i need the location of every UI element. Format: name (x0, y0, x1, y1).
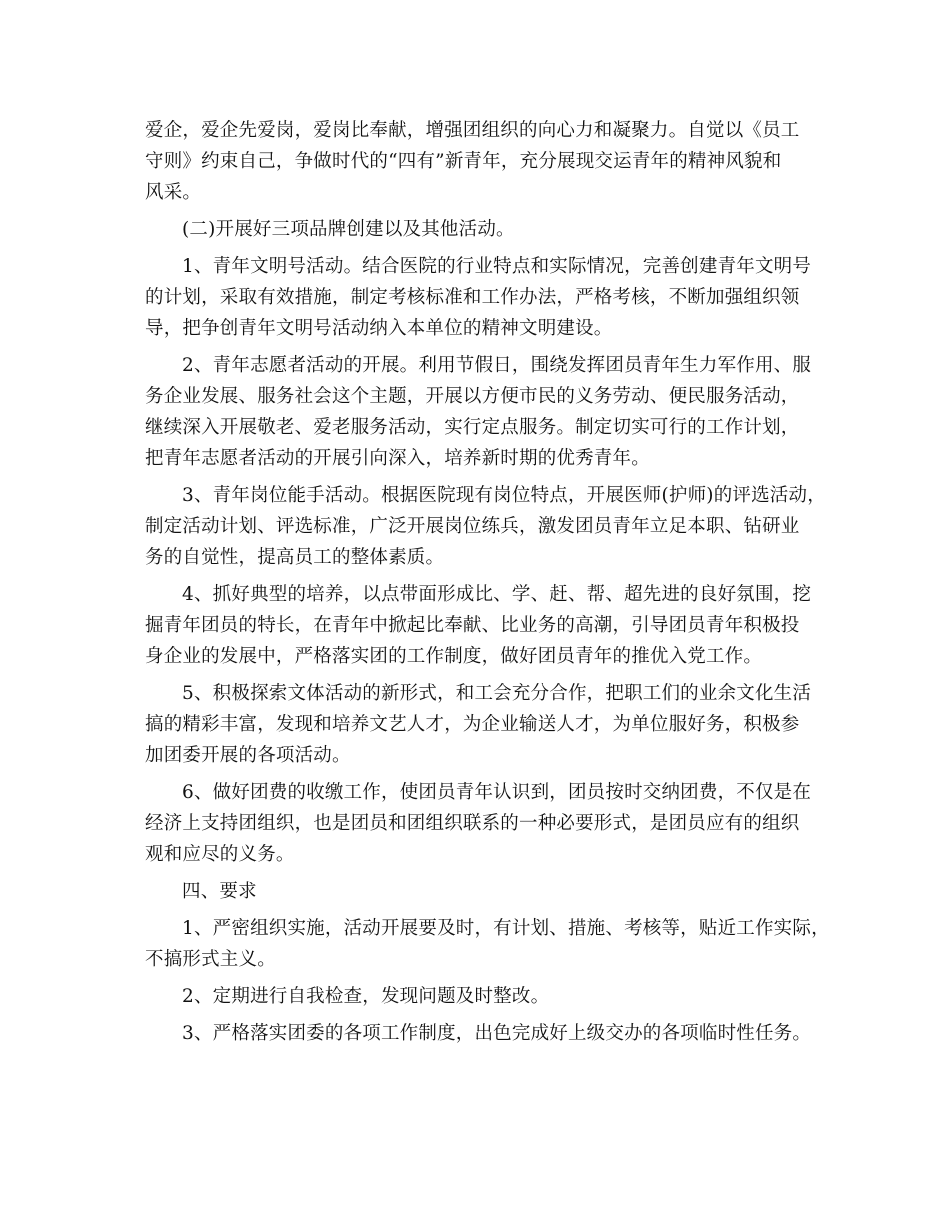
text-line: 1、严密组织实施，活动开展要及时，有计划、措施、考核等，贴近工作实际， (182, 918, 830, 939)
text-line: 5、积极探索文体活动的新形式，和工会充分合作，把职工们的业余文化生活 (182, 683, 812, 704)
text-line: 掘青年团员的特长，在青年中掀起比奉献、比业务的高潮，引导团员青年积极投 (145, 615, 800, 636)
text-line: 风采。 (145, 182, 202, 203)
text-line: 的计划，采取有效措施，制定考核标准和工作办法，严格考核，不断加强组织领 (145, 287, 800, 308)
section-heading (145, 876, 815, 907)
text-line: 2、定期进行自我检查，发现问题及时整改。 (182, 986, 550, 1007)
text-line: 6、做好团费的收缴工作，使团员青年认识到，团员按时交纳团费，不仅是在 (182, 782, 812, 803)
text-line: 2、青年志愿者活动的开展。利用节假日，围绕发挥团员青年生力军作用、服 (182, 355, 812, 376)
text-line: 守则》约束自己，争做时代的“四有”新青年，充分展现交运青年的精神风貌和 (145, 151, 782, 172)
text-line: 导，把争创青年文明号活动纳入本单位的精神文明建设。 (145, 318, 613, 339)
paragraph (145, 251, 815, 344)
text-line: 观和应尽的义务。 (145, 844, 295, 865)
text-line: 务的自觉性，提高员工的整体素质。 (145, 547, 445, 568)
section-heading (145, 214, 815, 245)
paragraph (145, 777, 815, 870)
text-line: 继续深入开展敬老、爱老服务活动，实行定点服务。制定切实可行的工作计划， (145, 417, 800, 438)
text-line: 加团委开展的各项活动。 (145, 745, 351, 766)
paragraph (145, 480, 826, 573)
paragraph (145, 981, 815, 1012)
text-line: 把青年志愿者活动的开展引向深入，培养新时期的优秀青年。 (145, 448, 650, 469)
text-line: 不搞形式主义。 (145, 949, 276, 970)
document-body (145, 115, 830, 1049)
paragraph (145, 678, 815, 771)
paragraph (145, 115, 815, 208)
paragraph (145, 579, 815, 672)
text-line: 四、要求 (182, 881, 257, 902)
paragraph (145, 350, 815, 474)
text-line: 制定活动计划、评选标准，广泛开展岗位练兵，激发团员青年立足本职、钻研业 (145, 516, 800, 537)
text-line: 爱企，爱企先爱岗，爱岗比奉献，增强团组织的向心力和凝聚力。自觉以《员工 (145, 120, 800, 141)
text-line: 3、严格落实团委的各项工作制度，出色完成好上级交办的各项临时性任务。 (182, 1023, 812, 1044)
text-line: 1、青年文明号活动。结合医院的行业特点和实际情况，完善创建青年文明号 (182, 256, 812, 277)
text-line: 经济上支持团组织，也是团员和团组织联系的一种必要形式，是团员应有的组织 (145, 813, 800, 834)
paragraph (145, 913, 830, 975)
text-line: 务企业发展、服务社会这个主题，开展以方便市民的义务劳动、便民服务活动， (145, 386, 800, 407)
text-line: 3、青年岗位能手活动。根据医院现有岗位特点，开展医师(护师)的评选活动， (182, 485, 826, 506)
text-line: 搞的精彩丰富，发现和培养文艺人才，为企业输送人才，为单位服好务，积极参 (145, 714, 800, 735)
text-line: 4、抓好典型的培养，以点带面形成比、学、赶、帮、超先进的良好氛围，挖 (182, 584, 812, 605)
paragraph (145, 1018, 815, 1049)
text-line: 身企业的发展中，严格落实团的工作制度，做好团员青年的推优入党工作。 (145, 646, 763, 667)
text-line: (二)开展好三项品牌创建以及其他活动。 (182, 219, 515, 240)
